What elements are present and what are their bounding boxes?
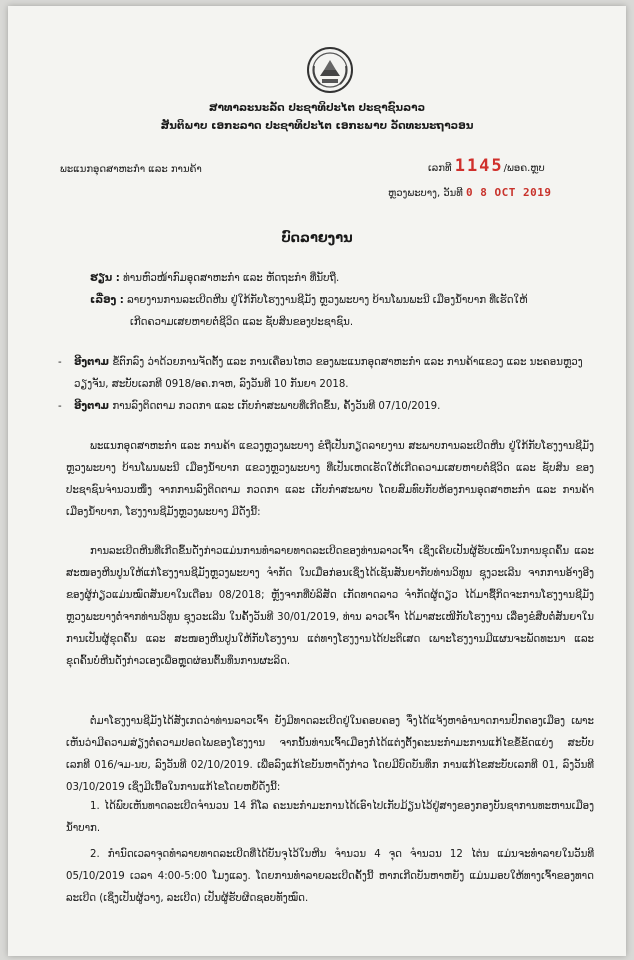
document-title: ບົດລາຍງານ	[281, 231, 353, 246]
date-stamp: 0 8 OCT 2019	[466, 186, 552, 199]
reference-item-label: ອີງຕາມ	[74, 401, 110, 412]
resolution-list	[66, 796, 594, 914]
body-paragraph-background: ການລະເບີດຫີນທີ່ເກີດຂຶ້ນດັ່ງກ່າວແມ່ນການທຳລາຍທາດລະເບີດຂອງທ່ານລາວເຈົ້າ ເຊິ່ງເຄີຍເປັນຜູ້ຮັບເໝົາໃນການຂຸດຄົ້ນ ແລະ ສະໜອງຫີນປູນໃຫ້ແກ່ໂຮງງານຊີມັງຫຼວງພະບາງ ຈຳກັດ ໃນເມື່ອກ່ອນເຊິ່ງໄດ້ເຊັນສັນຍາກັບທ່ານວິທູນ ຊຸງວະເລີນ ຈາກການອ້າງອີງຂອງຜູ້ກ່ຽວແມ່ນໝົດສັນຍາໃນເດືອນ 08/2018; ຫຼັງຈາກທີ່ບໍລິສັດ ເກັດທາດລາວ ຈຳກັດຜູ້ດຽວ ໄດ້ມາຊື້ກິດຈະການໂຮງງານຊີມັງຫຼວງພະບາງຕໍ່ຈາກທ່ານວິທູນ ຊຸງວະເລີນ ໃນຄັ້ງວັນທີ 30/01/2019, ທ່ານ ລາວເຈົ້າ ໄດ້ມາສະເໜີກັບໂຮງງານ ເລື່ອງຂໍສືບຕໍ່ສັນຍາໃນການເປັນຜູ້ຂຸດຄົ້ນ ແລະ ສະໜອງຫີນປູນໃຫ້ກັບໂຮງງານ ແຕ່ທາງໂຮງງານໄດ້ປະຕິເສດ ເພາະໂຮງງານມີແຜນຈະພັດທະນາ ແລະ ຂຸດຄົ້ນບໍ່ຫີນດັ່ງກ່າວເອງເພື່ອຫຼຸດຜ່ອນຕົ້ນທຶນການຜະລິດ.	[66, 546, 594, 667]
body-paragraph-intro: ພະແນກອຸດສາຫະກຳ ແລະ ການຄ້າ ແຂວງຫຼວງພະບາງ ຂໍຖືເປັນກຽດລາຍງານ ສະພາບການລະເບີດຫີນ ຢູ່ໃກ້ກັບໂຮງງານຊີມັງ ຫຼວງພະບາງ ບ້ານໂພນພະນີ ເມືອງນ້ຳບາກ ແຂວງຫຼວງພະບາງ ທີ່ເປັນເຫດເຮັດໃຫ້ເກີດຄວາມເສຍຫາຍຕໍ່ຊີວິດ ແລະ ຊັບສິນ ຂອງປະຊາຊົນຈຳນວນໜຶ່ງ ຈາກການລົງຕິດຕາມ ກວດກາ ແລະ ເກັບກຳສະພາບ ໂດຍສົມທົບກັບຫ້ອງການອຸດສາຫະກຳ ແລະ ການຄ້າເມືອງນ້ຳບາກ, ໂຮງງານຊີມັງຫຼວງພະບາງ ມີດັ່ງນີ້:	[66, 441, 594, 518]
reference-number-stamp: 1145	[454, 156, 504, 176]
reference-item-text: ຂໍ້ຕົກລົງ ວ່າດ້ວຍການຈັດຕັ້ງ ແລະ ການເຄື່ອນໄຫວ ຂອງພະແນກອຸດສາຫະກຳ ແລະ ການຄ້າແຂວງ ແລະ ນະຄອນຫຼວງວຽງຈັນ, ສະບັບເລກທີ 0918/ອຄ.ກຈຫ, ລົງວັນທີ 10 ກັນຍາ 2018.	[74, 357, 583, 390]
national-motto-header: ສັນຕິພາບ ເອກະລາດ ປະຊາທິປະໄຕ ເອກະພາບ ວັດທະນະຖາວອນ	[160, 120, 474, 132]
document-page	[8, 6, 626, 956]
body-paragraph-resolution: ຕໍ່ມາໂຮງງານຊີມັງໄດ້ສັງເກດວ່າທ່ານລາວເຈົ້າ ຍັງມີທາດລະເບີດຢູ່ໃນຄອບຄອງ ຈຶ່ງໄດ້ແຈ້ງຫາອຳນາດການປົກຄອງເມືອງ ເພາະເຫັນວ່າມີຄວາມສ່ຽງຕໍ່ຄວາມປອດໄພຂອງໂຮງງານ ຈາກນັ້ນທ່ານເຈົ້າເມືອງກໍ່ໄດ້ແຕ່ງຕັ້ງຄະນະກຳມະການແກ້ໄຂຂໍ້ຂັດແຍ່ງ ສະບັບເລກທີ 016/ຈມ-ນບ, ລົງວັນທີ 02/10/2019. ເພື່ອລົງແກ້ໄຂບັນຫາດັ່ງກ່າວ ໂດຍມີບົດບັນທຶກ ການແກ້ໄຂສະບັບເລກທີ 01, ລົງວັນທີ 03/10/2019 ເຊິ່ງມີເນື້ອໃນການແກ້ໄຂໂດຍຫຍໍ້ດັ່ງນີ້:	[66, 716, 594, 793]
issuing-department: ພະແນກອຸດສາຫະກຳ ແລະ ການຄ້າ	[60, 164, 202, 175]
national-emblem-icon	[306, 46, 354, 94]
country-name-header: ສາທາລະນະລັດ ປະຊາທິປະໄຕ ປະຊາຊົນລາວ	[208, 102, 426, 114]
references-list	[54, 352, 594, 418]
reference-number-line	[428, 156, 545, 176]
reference-item-text: ການລົງຕິດຕາມ ກວດກາ ແລະ ເກັບກຳສະພາບທີ່ເກີດຂຶ້ນ, ຄັ້ງວັນທີ 07/10/2019.	[112, 401, 441, 412]
reference-suffix: /ພອຄ.ຫຼບ	[503, 163, 545, 174]
subject-continuation: ເກີດຄວາມເສຍຫາຍຕໍ່ຊີວິດ ແລະ ຊັບສິນຂອງປະຊາຊົນ.	[130, 317, 354, 328]
recipient-line	[90, 268, 580, 290]
list-item: 2. ກຳນົດເວລາຈຸດທຳລາຍທາດລະເບີດທີ່ໄດ້ບັນຈຸໄວ້ໃນຫີນ ຈຳນວນ 4 ຈຸດ ຈຳນວນ 12 ໄຕ່ນ ແມ່ນຈະທຳລາຍໃນວັນທີ 05/10/2019 ເວລາ 4:00-5:00 ໂມງແລງ. ໂດຍການທຳລາຍລະເບີດຄັ້ງນີ້ ຫາກເກີດບັນຫາຫຍັງ ແມ່ນມອບໃຫ້ທາງເຈົ້າຂອງທາດລະເບີດ (ເຊິ່ງເປັນຜູ້ວາງ, ລະເບີດ) ເປັນຜູ້ຮັບຜິດຊອບທັງໝົດ.	[66, 849, 594, 904]
subject-label: ເລື່ອງ :	[90, 295, 124, 306]
reference-item	[54, 352, 594, 396]
list-item: 1. ໄດ້ພົບເຫັນທາດລະເບີດຈຳນວນ 14 ກິໂລ ຄະນະກຳມະການໄດ້ເອົາໄປເກັບມ້ຽນໄວ້ຢູ່ສາງຂອງກອງບັນຊາການທະຫານເມືອງນ້ຳບາກ.	[66, 801, 594, 834]
reference-item	[54, 396, 594, 418]
recipient-label: ຮຽນ :	[90, 273, 120, 284]
reference-item-label: ອີງຕາມ	[74, 357, 110, 368]
subject-text: ລາຍງານການລະເບີດຫີນ ຢູ່ໃກ້ກັບໂຮງງານຊີມັງ ຫຼວງພະບາງ ບ້ານໂພນພະນີ ເມືອງນ້ຳບາກ ທີ່ເຮັດໃຫ້	[127, 295, 528, 306]
recipient-text: ທ່ານຫົວໜ້າກົມອຸດສາຫະກຳ ແລະ ຫັດຖະກຳ ທີ່ນັບຖື.	[123, 273, 340, 284]
date-place: ຫຼວງພະບາງ, ວັນທີ	[388, 188, 463, 199]
subject-line	[90, 290, 590, 334]
reference-prefix: ເລກທີ	[428, 163, 452, 174]
date-line	[388, 186, 551, 199]
